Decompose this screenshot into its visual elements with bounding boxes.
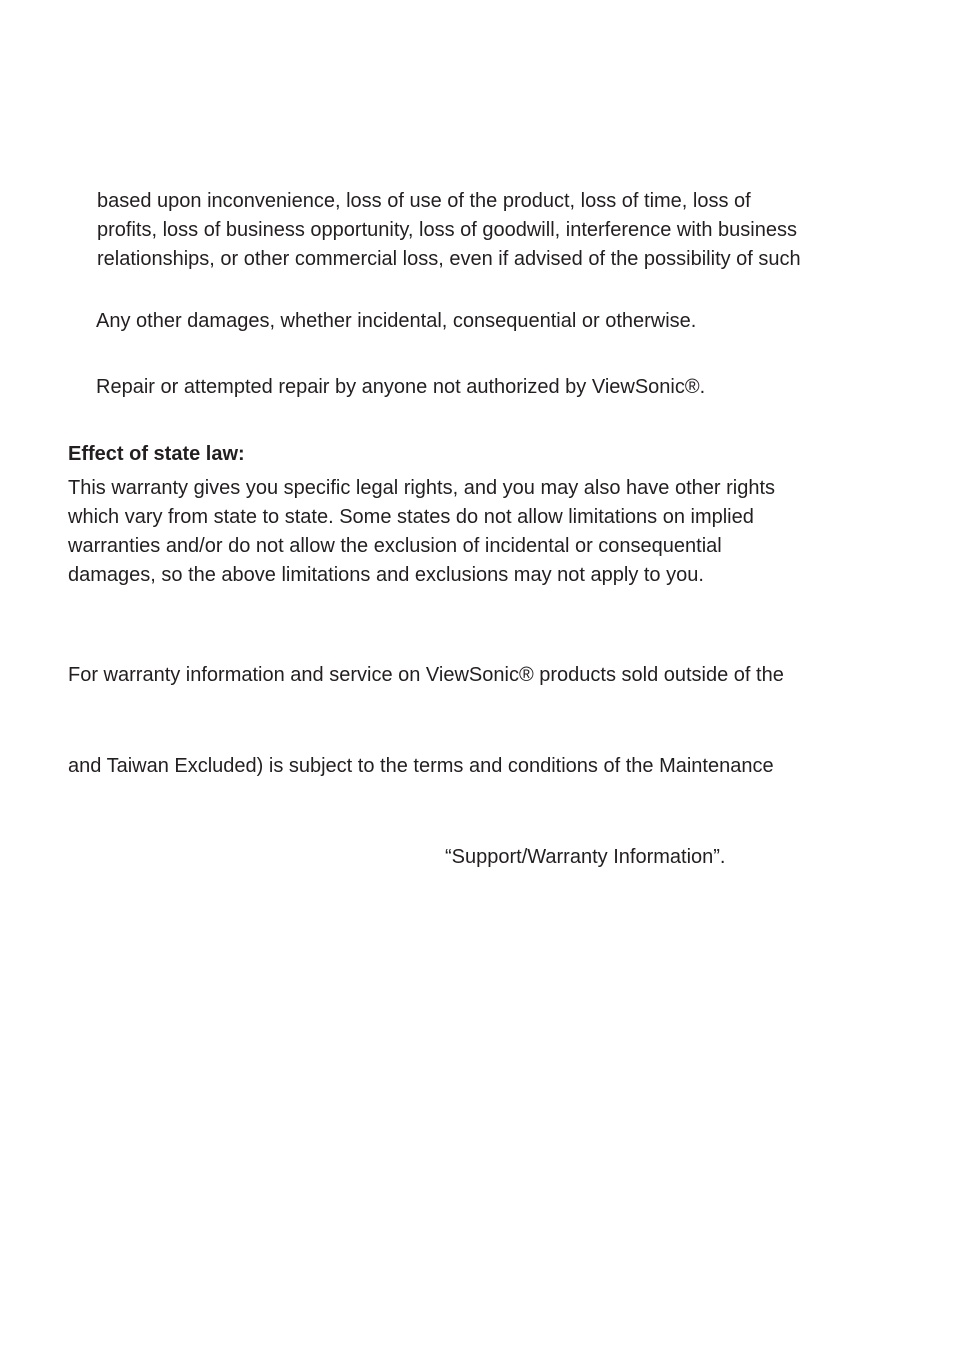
list-item: Repair or attempted repair by anyone not authorized by ViewSonic®. (96, 376, 706, 398)
paragraph-line: which vary from state to state. Some states do not allow limitations on implied (68, 506, 754, 528)
list-item: Any other damages, whether incidental, consequential or otherwise. (96, 310, 697, 332)
paragraph-line: For warranty information and service on ViewSonic® products sold outside of the (68, 664, 784, 686)
section-heading: Effect of state law: (68, 443, 245, 465)
paragraph-line: This warranty gives you specific legal rights, and you may also have other rights (68, 477, 776, 499)
paragraph-line: “Support/Warranty Information”. (445, 846, 726, 868)
paragraph-line: and Taiwan Excluded) is subject to the terms and conditions of the Maintenance (68, 755, 774, 777)
paragraph-line: damages, so the above limitations and exclusions may not apply to you. (68, 564, 704, 586)
paragraph-line: profits, loss of business opportunity, loss of goodwill, interference with business (97, 219, 797, 241)
paragraph-line: warranties and/or do not allow the exclusion of incidental or consequential (68, 535, 722, 557)
paragraph-line: based upon inconvenience, loss of use of the product, loss of time, loss of (97, 190, 751, 212)
paragraph-line: relationships, or other commercial loss, even if advised of the possibility of such (97, 248, 801, 270)
